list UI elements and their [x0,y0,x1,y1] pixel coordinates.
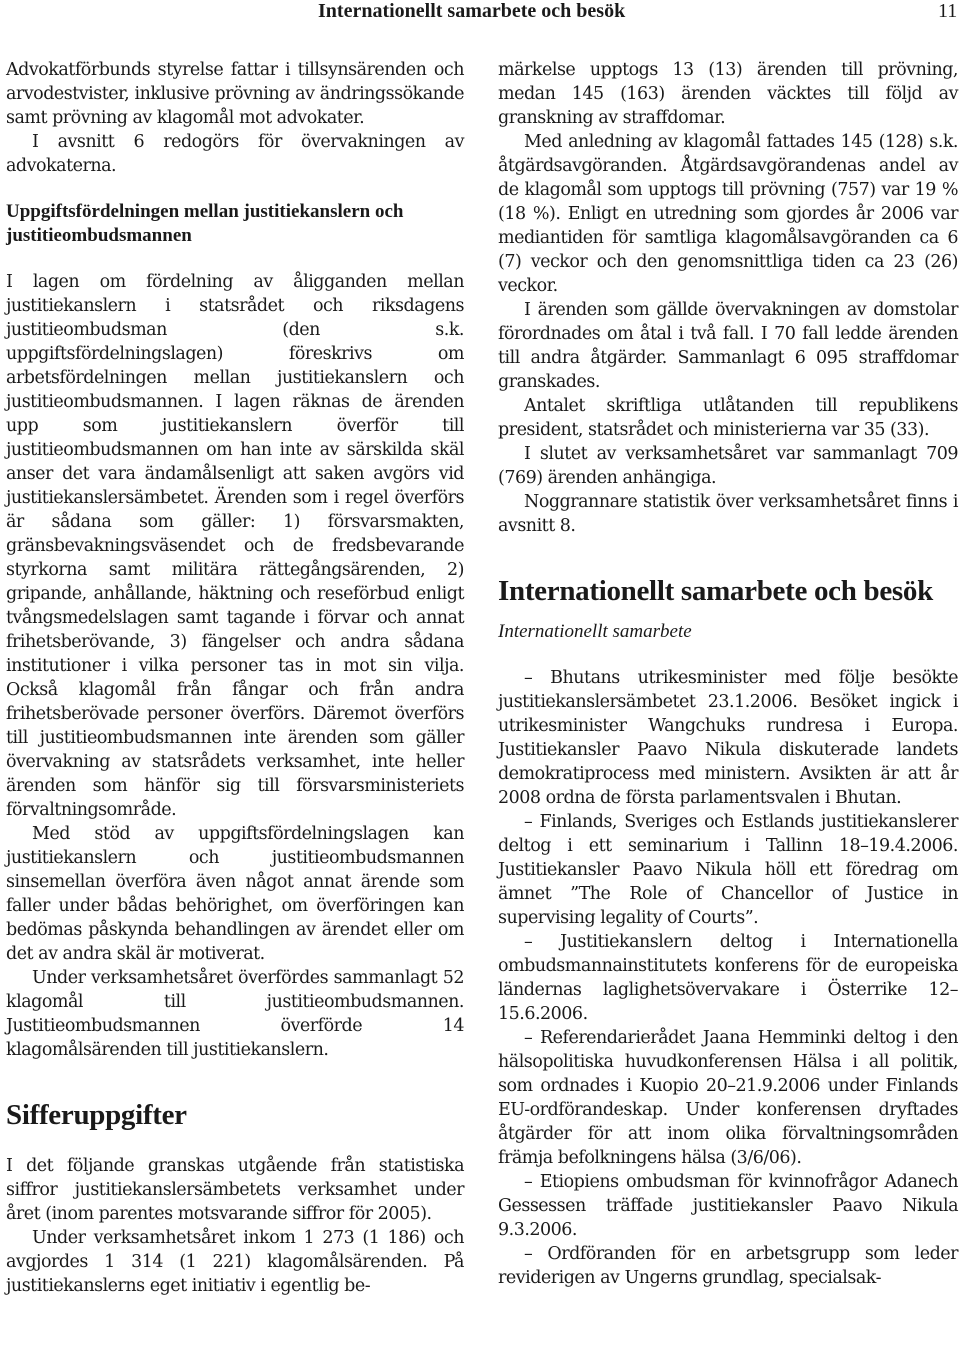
paragraph-ombudsman: – Justitiekanslern deltog i Internationella ombudsmannainstitutets konferens för de europeiska ländernas laglighetsövervakare i Österrike 12–15.6.2006. [498,932,958,1024]
running-header [0,0,960,22]
left-column [6,58,464,1298]
spacer [498,608,958,620]
right-column [498,58,958,1290]
paragraph-med-stod: Med stöd av uppgiftsfördelningslagen kan justitiekanslern och justitieombudsmannen sinsemellan överföra även något annat ärende som faller under bådas behörighet, om överföringen kan bedömas påskynda behandlingen av ärendet eller om det av andra skäl är motiverat. [6,824,464,964]
paragraph-det-foljande: I det följande granskas utgående från statistiska siffror justitiekanslersämbetets verksamhet under året (inom parentes motsvarande siffror för 2005). [6,1156,464,1224]
paragraph-lagen: I lagen om fördelning av åligganden mellan justitiekanslern i statsrådet och riksdagens justitieombudsman (den s.k. uppgiftsfördelningslagen) föreskrivs om arbetsfördelningen mellan justitiekanslern och justitieombudsmannen. I lagen räknas de ärenden upp som justitiekanslern överför till justitieombudsmannen om han inte av särskilda skäl anser det vara ändamålsenligt att saken avgörs vid justitiekanslersämbetet. Ärenden som i regel överförs är sådana som gäller: 1) försvarsmakten, gränsbevakningsväsendet och de fredsbevarande styrkorna samt militära rättegångsärenden, 2) gripande, anhållande, häktning och reseförbud enligt tvångsmedelslagen samt tagande i förvar och annat frihetsberövande, 3) fängelser och andra sådana institutioner i vilka personer tas in mot sin vilja. Också klagomål från fångar och från andra frihetsberövade personer överförs. Däremot överförs till justitieombudsmannen inte ärenden som gäller övervakning av statsrådets verksamhet, inte heller ärenden som hänför sig till försvarsministeriets förvaltningsområde. [6,272,464,820]
paragraph-intro: Advokatförbunds styrelse fattar i tillsynsärenden och arvodestvister, inklusive prövning av ändringssökande samt prövning av klagomål mot advokater. [6,60,464,128]
spacer [6,1132,464,1154]
paragraph-intro-2: I avsnitt 6 redogörs för övervakningen av advokaterna. [6,132,464,176]
spacer [6,178,464,200]
paragraph-under-1: Under verksamhetsåret överfördes sammanlagt 52 klagomål till justitieombudsmannen. Justitieombudsmannen överförde 14 klagomålsärenden till justitiekanslern. [6,968,464,1060]
page-number: 11 [938,0,958,22]
paragraph-etiopiens: – Etiopiens ombudsman för kvinnofrågor Adanech Gessessen träffade justitiekansler Paavo Nikula 9.3.2006. [498,1172,958,1240]
paragraph-slutet: I slutet av verksamhetsåret var sammanlagt 709 (769) ärenden anhängiga. [498,444,958,488]
paragraph-under-2: Under verksamhetsåret inkom 1 273 (1 186) och avgjordes 1 314 (1 221) klagomålsärenden. På justitiekanslerns eget initiativ i egentlig be- [6,1228,464,1296]
spacer [6,1062,464,1098]
paragraph-antalet: Antalet skriftliga utlåtanden till republikens president, statsrådet och ministerierna var 35 (33). [498,396,958,440]
paragraph-referendarie: – Referendarierådet Jaana Hemminki deltog i den hälsopolitiska huvudkonferensen Hälsa i all politik, som ordnades i Kuopio 20–21.9.2006 under Finlands EU-ordförandeskap. Under konferensen dryftades åtgärder för att inom olika förvaltningsområden främja befolkningens hälsa (3/6/06). [498,1028,958,1168]
spacer [498,538,958,574]
section-heading-internationellt: Internationellt samarbete och besök [498,575,933,607]
paragraph-continued: märkelse upptogs 13 (13) ärenden till prövning, medan 145 (163) ärenden väcktes till följd av granskning av straffdomar. [498,60,958,128]
subheading-uppgiftsfordelning: Uppgiftsfördelningen mellan justitiekanslern och justitieombudsmannen [6,201,404,246]
paragraph-overvakningen: I ärenden som gällde övervakningen av domstolar förordnades om åtal i två fall. I 70 fall ledde ärenden till andra åtgärder. Sammanlagt 6 095 straffdomar granskades. [498,300,958,392]
paragraph-bhutan: – Bhutans utrikesminister med följe besökte justitiekanslersämbetet 23.1.2006. Besöket ingick i utrikesminister Wangchuks rundresa i Europa. Justitiekansler Paavo Nikula diskuterade landets demokratiprocess med ministern. Avsikten är att år 2008 ordna de första parlamentsvalen i Bhutan. [498,668,958,808]
italic-subheading: Internationellt samarbete [498,621,692,642]
paragraph-ordforanden: – Ordföranden för en arbetsgrupp som leder reviderigen av Ungerns grundlag, specialsak- [498,1244,958,1288]
paragraph-finlands: – Finlands, Sveriges och Estlands justitiekanslerer deltog i ett seminarium i Tallinn 18–19.4.2006. Justitiekansler Paavo Nikula höll ett föredrag om ämnet ”The Role of Chancellor of Justice in supervising legality of Courts”. [498,812,958,928]
paragraph-anledning: Med anledning av klagomål fattades 145 (128) s.k. åtgärdsavgöranden. Åtgärdsavgörandenas andel av de klagomål som upptogs till prövning (757) var 19 % (18 %). Enligt en utredning som gjordes år 2006 var mediantiden för samtliga klagomålsavgöranden ca 6 (7) veckor och den genomsnittliga tiden ca 23 (26) veckor. [498,132,958,296]
running-title: Internationellt samarbete och besök [318,0,626,22]
section-heading-sifferuppgifter: Sifferuppgifter [6,1099,187,1131]
paragraph-noggrannare: Noggrannare statistik över verksamhetsåret finns i avsnitt 8. [498,492,958,536]
spacer [6,248,464,270]
spacer [498,644,958,666]
